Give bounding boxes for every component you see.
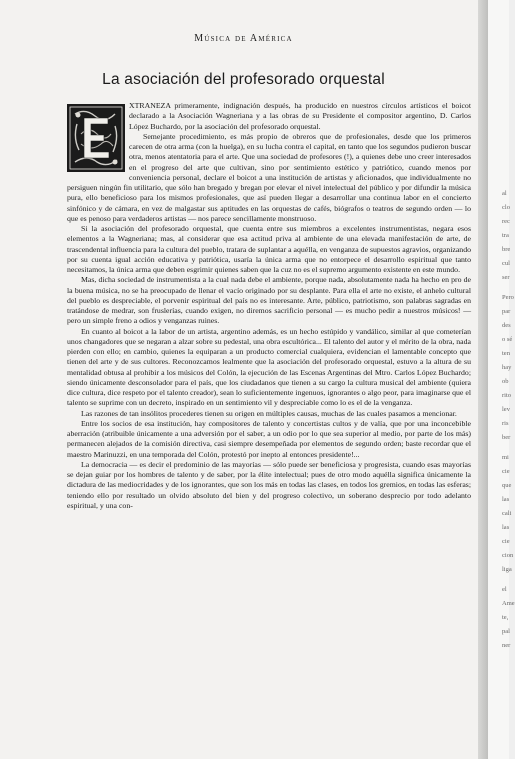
running-head: Música de América xyxy=(194,33,293,44)
paragraph: La democracia — es decir el predominio de las mayorías — sólo puede ser beneficiosa y progresista, cuando esas mayorías se dejan guiar por los hombres de talento y de saber, por la élite intelectual; pues de otro modo aquélla significa únicamente la dictadura de las mediocridades y de los ignorantes, que son los más en todas las clases, en todos los gremios, en todas las esferas; teniendo ello por resultado un olvido absoluto del bien y del progreso colectivo, un soberano desprecio por todo adelanto espiritual, y una con- xyxy=(67,459,471,510)
adjacent-page-fragment: cali xyxy=(502,510,512,517)
adjacent-page-fragment: cie xyxy=(502,468,510,475)
adjacent-page-fragment: o sé xyxy=(502,336,513,343)
adjacent-page-fragment: ob xyxy=(502,378,509,385)
adjacent-page-fragment: que xyxy=(502,482,512,489)
adjacent-page-fragment: mi xyxy=(502,454,509,461)
adjacent-page-fragment: rec xyxy=(502,218,510,225)
paragraph: XTRANEZA primeramente, indignación después, ha producido en nuestros círculos artísticos el boicot declarado a la Asociación Wagneriana y a las obras de su Presidente el compositor argentino, D. Carlos López Buchardo, por la asociación del profesorado orquestal. xyxy=(129,101,471,131)
adjacent-page-fragment: pal xyxy=(502,628,510,635)
paragraph: Semejante procedimiento, es más propio de obreros que de profesionales, desde que los primeros carecen de otra arma (con la huelga), en su lucha contra el capital, en tanto que los segundos pudieron buscar otra, menos atentatoria para el arte. Que una sociedad de profesores (!), a quienes debe uno creer interesados en el progreso del arte que cultivan, sino por sentimiento estético y patriótico, cuando menos por conveniencia personal, declare el boicot a una institución de artistas y aficionados, que individualmente no persiguen ningún fin utilitario, que sólo han bregado y bregan por elevar el nivel intelectual del público y por difundir la música pura, ello beneficioso para los mismos profesionales, que así pueden llegar a desarrollar una continua labor en el concierto sinfónico y de cámara, en vez de malgastar sus aptitudes en las orquestas de cafés, biógrafos o teatros de segundo orden — lo que es penoso para verdaderos artistas — nos parece sencillamente monstruoso. xyxy=(67,131,471,223)
paragraph: Las razones de tan insólitos procederes tienen su origen en múltiples causas, muchas de las cuales pasamos a mencionar. xyxy=(81,408,457,418)
adjacent-page-edge xyxy=(488,0,515,759)
adjacent-page-fragment: el xyxy=(502,586,507,593)
adjacent-page-fragment: par xyxy=(502,308,511,315)
article-body xyxy=(67,101,471,511)
adjacent-page-fragment: ten xyxy=(502,350,510,357)
adjacent-page-fragment: Ame xyxy=(502,600,515,607)
paragraph: Si la asociación del profesorado orquestal, que cuenta entre sus miembros a excelentes instrumentistas, negara esos elementos a la Wagneriana; mas, al considerar que esa actitud priva al ambiente de una elevada manifestación de arte, de trascendental influencia para la cultura del pueblo, tratara de suplantar a aquélla, en venganza de supuestos agravios, organizando por su cuenta igual acción educativa y patriótica, usaría la única arma que no entorpece el desarrollo espiritual que tanto necesitamos, la única arma que deben esgrimir quienes saben que la cuz no es el supremo argumento existente en este mundo. xyxy=(67,224,471,274)
adjacent-page-fragment: liga xyxy=(502,566,512,573)
adjacent-page-fragment: cul xyxy=(502,260,510,267)
adjacent-page-fragment: cion xyxy=(502,552,514,559)
paragraph: Entre los socios de esa institución, hay compositores de talento y concertistas cultos y de valía, que por una inconcebible aberración (atribuible únicamente a una adversión por el saber, a un odio por lo que sea superior al medio, por parte de los más) permanecen alejados de la comisión directiva, casi siempre desempeñada por elementos de segundo orden; baste recordar que el maestro Marinuzzi, en una temporada del Colón, protestó por inepto al entonces presidente!... xyxy=(67,418,471,459)
page-gutter xyxy=(478,0,488,759)
adjacent-page-fragment: ris xyxy=(502,420,509,427)
article-title: La asociación del profesorado orquestal xyxy=(102,71,385,88)
adjacent-page-fragment: ner xyxy=(502,642,511,649)
adjacent-page-fragment: bre xyxy=(502,246,511,253)
adjacent-page-fragment: las xyxy=(502,524,510,531)
adjacent-page-fragment: al xyxy=(502,190,507,197)
adjacent-page-fragment: ber xyxy=(502,434,511,441)
adjacent-page-fragment: ser xyxy=(502,274,510,281)
adjacent-page-fragment: cie xyxy=(502,538,510,545)
adjacent-page-fragment: hay xyxy=(502,364,512,371)
paragraph: En cuanto al boicot a la labor de un artista, argentino además, es un hecho estúpido y vandálico, similar al que cometerían unos changadores que se negaran a alzar sobre su pedestal, una obra escultórica... El talento del autor y el mérito de la obra, nada pierden con ello; en cambio, quienes la equiparan a un producto comercial cualquiera, evidencian el lamentable concepto que tienen del arte y de sus cultores. Reconozcamos lealmente que la asociación del profesorado orquestal, estuvo a la altura de su mentalidad obtusa al prohibir a los músicos del Colón, la ejecución de las Escenas Argentinas del Mtro. Carlos López Buchardo; siendo únicamente desconsolador para el país, que los ciudadanos que tienen a su cargo la cultura musical del ambiente (quiera dice cultura, dice respeto por el talento creador), sean lo suficientemente ingenuos, ignorantes o algo peor, para imaginarse que el talento se suprime con un decreto, inspirado en un sentimiento vil y despreciable como lo es el de la venganza. xyxy=(67,326,471,408)
adjacent-page-fragment: Pero xyxy=(502,294,514,301)
paragraph: Mas, dicha sociedad de instrumentista a la cual nada debe el ambiente, porque nada, absolutamente nada ha hecho en pro de la buena música, no se ha preocupado de llenar el vacío originado por su desplante. Para ella el arte no existe, el anhelo cultural del pueblo es despreciable, el porvenir espiritual del país no es interesante. Arte, público, patriotismo, son palabras sagradas en tratándose de medrar, son fruslerías, cuando exigen, no diremos sacrificio personal — es mucho pedir a nuestros músicos! — pero un simple freno a odios y venganzas ruines. xyxy=(67,275,471,326)
adjacent-page-fragment: clo xyxy=(502,204,510,211)
adjacent-page-fragment: las xyxy=(502,496,510,503)
adjacent-page-fragment: te, xyxy=(502,614,509,621)
adjacent-page-fragment: rito xyxy=(502,392,512,399)
adjacent-page-fragment: lev xyxy=(502,406,510,413)
adjacent-page-fragment: tra xyxy=(502,232,509,239)
adjacent-page-fragment: des xyxy=(502,322,511,329)
